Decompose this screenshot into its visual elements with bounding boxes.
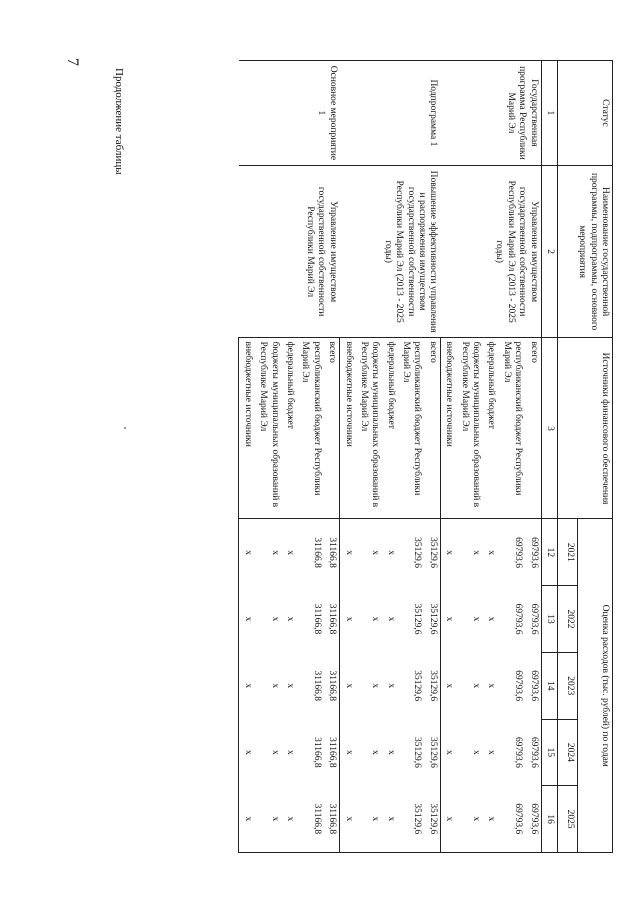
- value-cell: x: [385, 750, 396, 755]
- value-cell: x: [340, 519, 356, 586]
- status-cell: Подпрограмма 1: [340, 61, 441, 166]
- source-cell: внебюджетные источники: [239, 338, 255, 519]
- value-cell: 69793,6: [528, 537, 539, 569]
- group-main-activity-1: [239, 61, 340, 853]
- header-year: 2023: [558, 652, 578, 719]
- value-cell: 31166,8: [327, 603, 338, 635]
- status-cell: Основное мероприятие 1: [239, 61, 340, 166]
- column-number: 13: [541, 586, 557, 653]
- value-cell: x: [239, 786, 255, 853]
- value-cell: 35129,6: [398, 786, 425, 853]
- source-cell: внебюджетные источники: [340, 338, 356, 519]
- value-cell: 69793,6: [528, 670, 539, 702]
- value-cell: x: [471, 550, 482, 555]
- value-cell: 35129,6: [412, 603, 423, 635]
- value-cell: x: [486, 683, 497, 689]
- column-number: 16: [541, 786, 557, 853]
- table-row: [424, 61, 440, 853]
- name-cell: Управление имуществом государственной собственности Республики Марий Эл: [239, 165, 340, 338]
- value-cell: 35129,6: [424, 786, 440, 853]
- value-cell: x: [440, 786, 456, 853]
- value-cell: 69793,6: [528, 603, 539, 635]
- value-cell: x: [356, 786, 383, 853]
- name-cell: Управление имуществом государственной собственности Республики Марий Эл (2013 - 2025 годы): [440, 165, 541, 338]
- value-cell: 35129,6: [412, 537, 423, 569]
- source-cell: всего: [525, 338, 541, 519]
- value-cell: x: [340, 719, 356, 786]
- value-cell: x: [385, 616, 396, 622]
- header-year: 2025: [558, 786, 578, 853]
- value-cell: 31166,8: [311, 537, 322, 568]
- value-cell: x: [456, 786, 483, 853]
- header-year: 2024: [558, 719, 578, 786]
- name-cell: Повышение эффективности управления и распоряжения имуществом государственной собственности Республики Марий Эл (2013 - 2025 годы): [340, 165, 441, 338]
- value-cell: x: [284, 616, 295, 622]
- column-number: 12: [541, 519, 557, 586]
- value-cell: 69793,6: [513, 603, 524, 635]
- status-cell: Государственная программа Республики Марий Эл: [440, 61, 541, 166]
- value-cell: x: [440, 652, 456, 719]
- value-cell: x: [440, 719, 456, 786]
- value-cell: x: [269, 750, 280, 755]
- header-name: Наименование государственной программы, подпрограммы, основного мероприятия: [558, 165, 613, 338]
- value-cell: x: [471, 683, 482, 689]
- value-cell: x: [382, 786, 397, 853]
- value-cell: 35129,6: [412, 736, 423, 768]
- value-cell: x: [340, 786, 356, 853]
- value-cell: 69793,6: [498, 786, 525, 853]
- value-cell: x: [284, 683, 295, 689]
- page-number: 7: [64, 58, 81, 66]
- source-cell: федеральный бюджет: [483, 338, 498, 519]
- value-cell: x: [440, 586, 456, 653]
- rotated-table-wrapper: [137, 60, 613, 853]
- value-cell: x: [385, 550, 396, 555]
- value-cell: 69793,6: [513, 736, 524, 768]
- column-number: 2: [541, 165, 557, 338]
- source-cell: бюджеты муниципальных образований в Республике Марий Эл: [356, 338, 383, 519]
- value-cell: 31166,8: [327, 537, 338, 568]
- source-cell: федеральный бюджет: [382, 338, 397, 519]
- value-cell: x: [239, 652, 255, 719]
- column-number: 1: [541, 61, 557, 166]
- value-cell: x: [255, 786, 282, 853]
- value-cell: x: [239, 519, 255, 586]
- value-cell: x: [486, 750, 497, 755]
- source-cell: федеральный бюджет: [282, 338, 297, 519]
- scan-speck: [124, 427, 126, 429]
- value-cell: x: [486, 616, 497, 622]
- value-cell: 35129,6: [427, 670, 438, 702]
- continuation-caption: Продолжение таблицы: [113, 68, 125, 175]
- header-year: 2021: [558, 519, 578, 586]
- header-year: 2022: [558, 586, 578, 653]
- source-cell: бюджеты муниципальных образований в Республике Марий Эл: [255, 338, 282, 519]
- value-cell: x: [471, 750, 482, 755]
- table-row: [324, 61, 340, 853]
- value-cell: 31166,8: [297, 786, 324, 853]
- value-cell: x: [370, 750, 381, 755]
- value-cell: x: [340, 652, 356, 719]
- value-cell: x: [269, 683, 280, 689]
- value-cell: x: [370, 616, 381, 622]
- value-cell: x: [340, 586, 356, 653]
- value-cell: x: [282, 786, 297, 853]
- column-number: 15: [541, 719, 557, 786]
- value-cell: x: [440, 519, 456, 586]
- header-estimate: Оценка расходов (тыс. рублей) по годам: [578, 519, 613, 853]
- value-cell: 69793,6: [513, 537, 524, 569]
- source-cell: республиканский бюджет Республики Марий Эл: [498, 338, 525, 519]
- expenditure-table: [238, 60, 613, 853]
- value-cell: 31166,8: [324, 786, 340, 853]
- source-cell: всего: [424, 338, 440, 519]
- value-cell: x: [385, 683, 396, 689]
- value-cell: 31166,8: [327, 670, 338, 701]
- source-cell: всего: [324, 338, 340, 519]
- value-cell: x: [284, 750, 295, 755]
- source-cell: республиканский бюджет Республики Марий Эл: [297, 338, 324, 519]
- value-cell: x: [370, 683, 381, 689]
- header-status: Статус: [558, 61, 613, 166]
- header-sources: Источники финансового обеспечения: [558, 338, 613, 519]
- column-number: 3: [541, 338, 557, 519]
- group-state-program: [440, 61, 541, 853]
- value-cell: 35129,6: [427, 537, 438, 569]
- column-number: 14: [541, 652, 557, 719]
- group-subprogram-1: [340, 61, 441, 853]
- value-cell: x: [471, 616, 482, 622]
- source-cell: республиканский бюджет Республики Марий Эл: [398, 338, 425, 519]
- source-cell: бюджеты муниципальных образований в Республике Марий Эл: [456, 338, 483, 519]
- value-cell: x: [239, 586, 255, 653]
- value-cell: x: [486, 550, 497, 555]
- value-cell: 69793,6: [528, 736, 539, 768]
- value-cell: 31166,8: [311, 603, 322, 635]
- source-cell: внебюджетные источники: [440, 338, 456, 519]
- value-cell: 31166,8: [311, 670, 322, 701]
- table-row: [525, 61, 541, 853]
- value-cell: x: [239, 719, 255, 786]
- value-cell: x: [284, 550, 295, 555]
- value-cell: 35129,6: [427, 603, 438, 635]
- value-cell: 35129,6: [412, 670, 423, 702]
- value-cell: 31166,8: [327, 737, 338, 768]
- value-cell: 35129,6: [427, 736, 438, 768]
- value-cell: 69793,6: [513, 670, 524, 702]
- value-cell: 69793,6: [525, 786, 541, 853]
- value-cell: x: [483, 786, 498, 853]
- value-cell: x: [370, 550, 381, 555]
- value-cell: x: [269, 616, 280, 622]
- value-cell: 31166,8: [311, 737, 322, 768]
- value-cell: x: [269, 550, 280, 555]
